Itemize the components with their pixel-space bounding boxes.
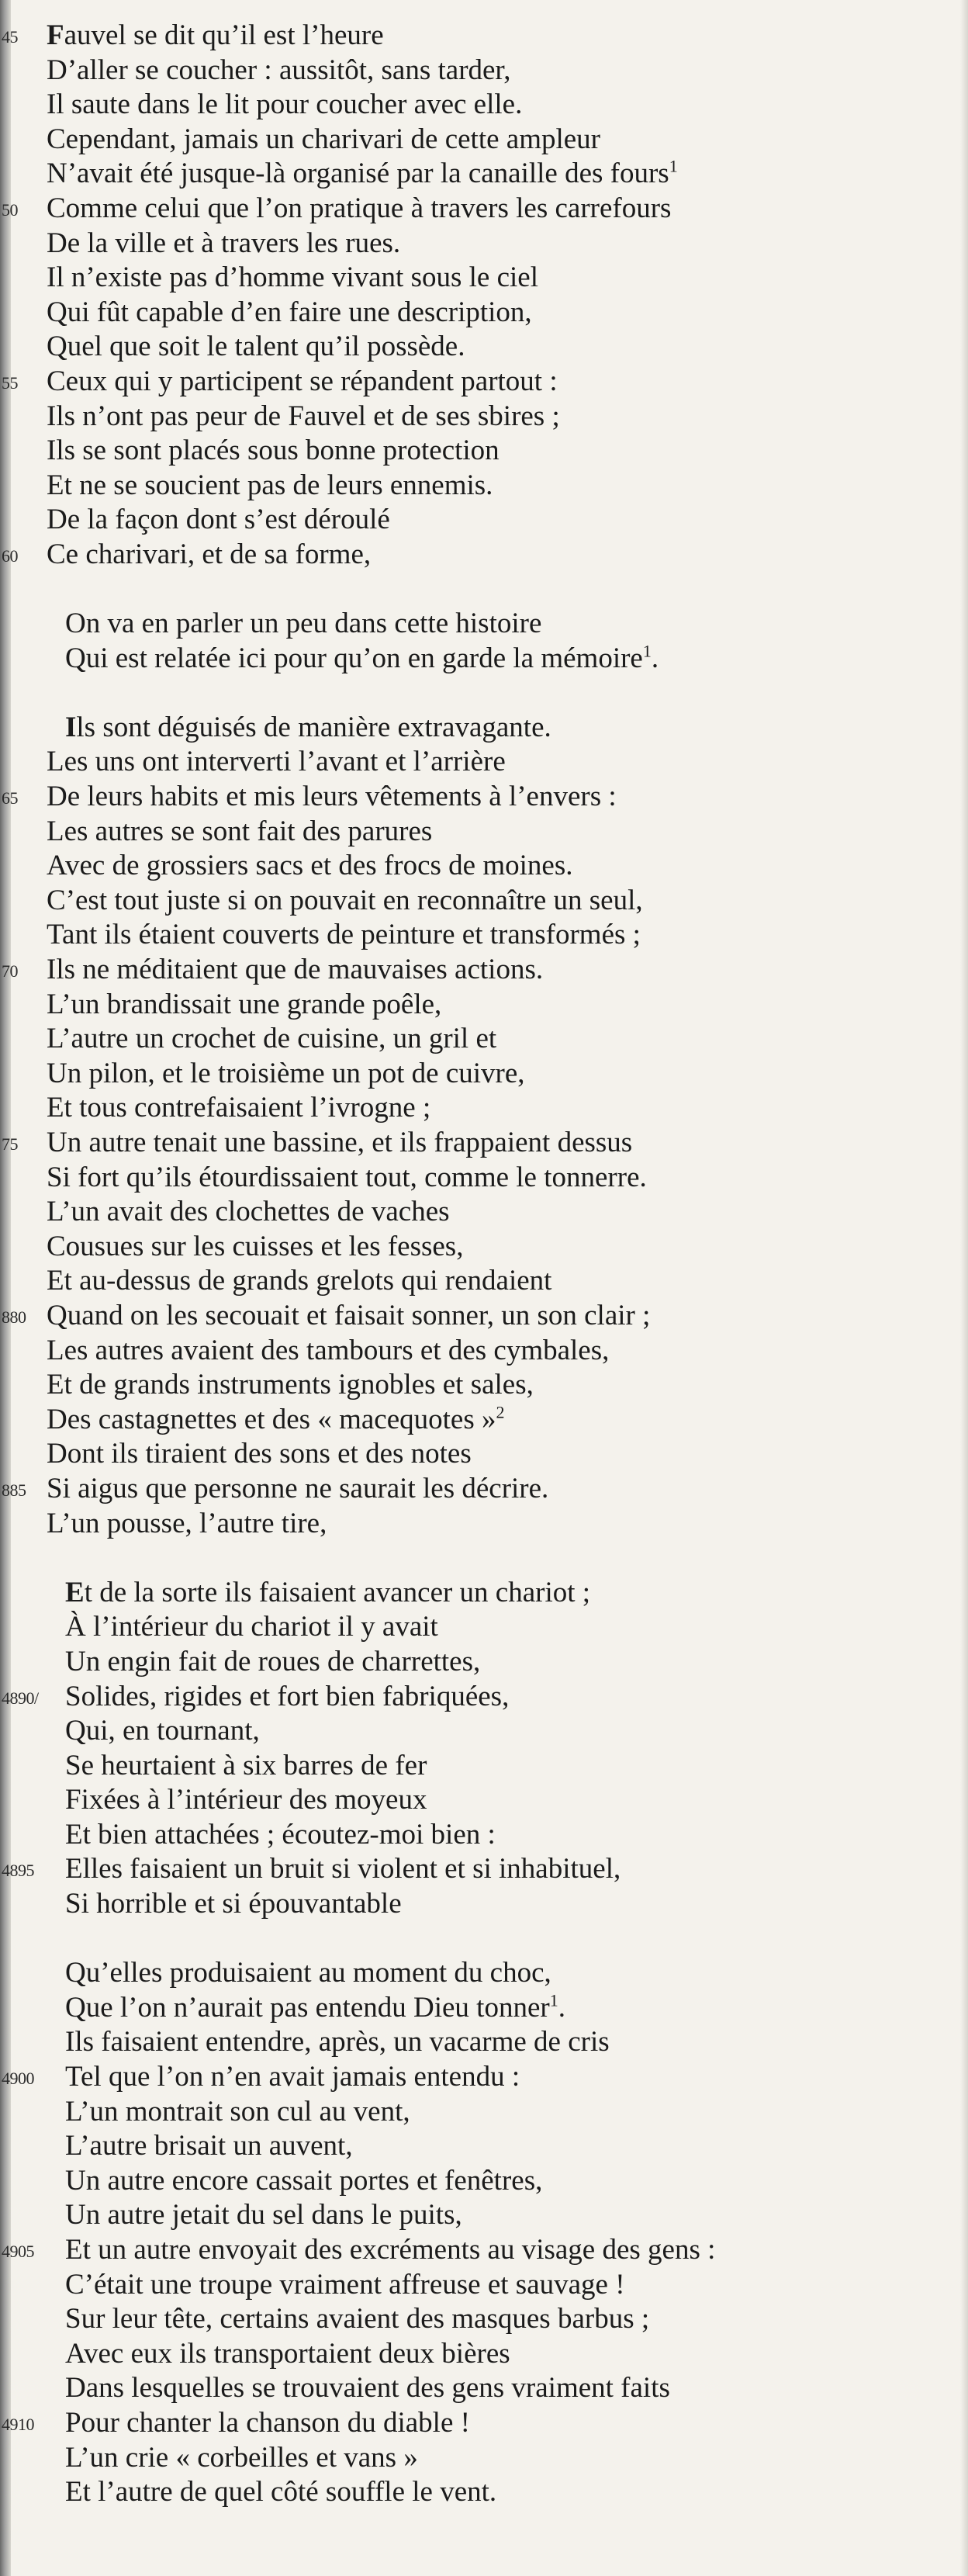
verse-line	[0, 884, 968, 919]
verse-line	[0, 1714, 968, 1749]
verse-line	[0, 1991, 968, 2026]
verse-line	[0, 2198, 968, 2233]
verse-line	[0, 227, 968, 261]
initial-letter: I	[65, 711, 77, 743]
line-number: 880	[2, 1307, 26, 1327]
verse-text	[47, 849, 572, 884]
verse-text	[65, 2406, 470, 2441]
verse-text	[47, 1126, 632, 1161]
line-number: 885	[2, 1480, 26, 1500]
verse-text	[47, 953, 543, 988]
line-number: 45	[2, 27, 18, 47]
verse-line	[0, 918, 968, 953]
verse-body: Les autres se sont fait des parures	[47, 815, 433, 847]
verse-body: Qu’elles produisaient au moment du choc,	[65, 1957, 551, 1989]
verse-text	[47, 261, 538, 296]
verse-body: Et l’autre de quel côté souffle le vent.	[65, 2476, 497, 2508]
verse-body: De la ville et à travers les rues.	[47, 227, 401, 259]
verse-text	[65, 1852, 621, 1887]
verse-text	[47, 1299, 650, 1334]
verse-text	[47, 988, 441, 1023]
stanza	[0, 1576, 968, 1922]
verse-body: Quand on les secouait et faisait sonner, un son clair ;	[47, 1299, 651, 1331]
verse-text	[47, 123, 600, 158]
verse-text	[47, 157, 678, 192]
verse-body: L’un pousse, l’autre tire,	[47, 1507, 327, 1539]
verse-line	[0, 192, 968, 227]
verse-text	[65, 1783, 427, 1818]
verse-body: Qui fût capable d’en faire une description,	[47, 296, 532, 328]
verse-body: Ceux qui y participent se répandent partout :	[47, 365, 558, 397]
verse-text	[47, 1230, 463, 1265]
verse-text	[65, 1714, 260, 1749]
verse-text	[65, 1645, 480, 1680]
line-number: 4905	[2, 2242, 34, 2261]
verse-body: On va en parler un peu dans cette histoire	[65, 608, 542, 640]
verse-text	[47, 365, 558, 400]
verse-body: Si fort qu’ils étourdissaient tout, comme le tonnerre.	[47, 1161, 647, 1193]
verse-body: Et un autre envoyait des excréments au visage des gens :	[65, 2234, 716, 2266]
line-end-punctuation: .	[558, 1991, 565, 2024]
verse-body: C’est tout juste si on pouvait en reconnaître un seul,	[47, 884, 643, 916]
verse-line	[0, 365, 968, 400]
verse-body: Si horrible et si épouvantable	[65, 1888, 402, 1920]
verse-body: Tant ils étaient couverts de peinture et transformés ;	[47, 919, 641, 951]
verse-text	[65, 1610, 438, 1645]
verse-body: Un autre encore cassait portes et fenêtres,	[65, 2164, 543, 2197]
verse-body: Quel que soit le talent qu’il possède.	[47, 331, 465, 363]
footnote-marker: 1	[549, 1990, 558, 2010]
verse-body: Ils faisaient entendre, après, un vacarme de cris	[65, 2026, 610, 2058]
verse-text	[65, 1749, 427, 1784]
verse-line	[0, 1610, 968, 1645]
verse-line	[0, 261, 968, 296]
verse-line	[0, 503, 968, 538]
verse-body: Et de grands instruments ignobles et sales,	[47, 1369, 534, 1401]
verse-body: Pour chanter la chanson du diable !	[65, 2406, 470, 2439]
verse-body: Si aigus que personne ne saurait les décrire.	[47, 1472, 549, 1504]
verse-body: L’autre un crochet de cuisine, un gril et	[47, 1023, 497, 1055]
verse-body: t de la sorte ils faisaient avancer un chariot ;	[84, 1576, 591, 1608]
verse-body: Un pilon, et le troisième un pot de cuivre,	[47, 1057, 525, 1089]
verse-line	[0, 400, 968, 435]
line-number: 4910	[2, 2414, 34, 2434]
verse-line	[0, 538, 968, 573]
line-number: 4890/	[2, 1688, 39, 1708]
verse-body: Il n’existe pas d’homme vivant sous le ciel	[47, 261, 538, 294]
stanza	[0, 607, 968, 676]
verse-line	[0, 1126, 968, 1161]
verse-body: L’un avait des clochettes de vaches	[47, 1196, 450, 1228]
footnote-marker: 2	[496, 1402, 505, 1422]
verse-body: Et tous contrefaisaient l’ivrogne ;	[47, 1092, 431, 1124]
verse-text	[47, 1264, 551, 1299]
verse-text	[65, 1680, 509, 1715]
stanza-gap	[0, 676, 968, 711]
verse-text	[47, 400, 560, 435]
verse-line	[0, 2371, 968, 2406]
verse-line	[0, 988, 968, 1023]
verse-body: auvel se dit qu’il est l’heure	[64, 19, 384, 51]
verse-line	[0, 2302, 968, 2337]
verse-text	[47, 1507, 327, 1542]
line-number: 4895	[2, 1861, 34, 1881]
verse-text	[65, 1818, 496, 1853]
line-number: 60	[2, 545, 18, 566]
verse-line	[0, 1437, 968, 1472]
verse-text	[47, 192, 671, 227]
stanza	[0, 19, 968, 573]
verse-text	[47, 1368, 534, 1403]
verse-line	[0, 19, 968, 54]
verse-line	[0, 1022, 968, 1057]
verse-body: Avec eux ils transportaient deux bières	[65, 2337, 510, 2370]
verse-text	[65, 2060, 520, 2095]
verse-line	[0, 745, 968, 780]
verse-body: N’avait été jusque-là organisé par la canaille des fours	[47, 158, 669, 190]
stanza	[0, 1956, 968, 2510]
verse-text	[47, 54, 511, 88]
verse-text	[47, 1334, 609, 1369]
verse-text	[47, 815, 432, 850]
verse-line	[0, 1091, 968, 1126]
verse-line	[0, 1403, 968, 1438]
verse-body: Et au-dessus de grands grelots qui rendaient	[47, 1265, 552, 1297]
verse-body: Ce charivari, et de sa forme,	[47, 538, 372, 570]
verse-line	[0, 157, 968, 192]
verse-line	[0, 88, 968, 123]
verse-line	[0, 642, 968, 677]
verse-line	[0, 330, 968, 365]
verse-text	[47, 227, 400, 261]
verse-text	[47, 296, 532, 331]
verse-line	[0, 123, 968, 158]
verse-body: Un autre tenait une bassine, et ils frappaient dessus	[47, 1127, 633, 1158]
verse-text	[65, 1991, 565, 2026]
verse-text	[47, 1091, 430, 1126]
verse-body: Que l’on n’aurait pas entendu Dieu tonner	[65, 1991, 550, 2024]
verse-text	[47, 88, 522, 123]
verse-line	[0, 1230, 968, 1265]
verse-body: L’un montrait son cul au vent,	[65, 2095, 410, 2128]
verse-body: Fixées à l’intérieur des moyeux	[65, 1784, 427, 1816]
verse-text	[65, 642, 659, 677]
stanza	[0, 711, 968, 1541]
verse-text	[47, 434, 500, 469]
verse-text	[47, 1057, 525, 1092]
verse-text	[47, 19, 384, 54]
initial-letter: E	[65, 1576, 85, 1608]
verse-line	[0, 469, 968, 504]
verse-line	[0, 1956, 968, 1991]
verse-body: Se heurtaient à six barres de fer	[65, 1749, 427, 1781]
verse-body: D’aller se coucher : aussitôt, sans tarder,	[47, 54, 511, 86]
verse-text	[47, 1472, 548, 1507]
verse-text	[47, 1022, 496, 1057]
verse-body: C’était une troupe vraiment affreuse et sauvage !	[65, 2268, 625, 2301]
verse-text	[47, 745, 506, 780]
verse-text	[65, 2095, 410, 2130]
verse-body: L’un brandissait une grande poêle,	[47, 988, 442, 1020]
stanza-gap	[0, 1541, 968, 1576]
verse-text	[65, 1956, 551, 1991]
verse-body: L’autre brisait un auvent,	[65, 2130, 353, 2162]
verse-line	[0, 849, 968, 884]
verse-text	[65, 2129, 353, 2164]
verse-text	[65, 1887, 402, 1922]
verse-line	[0, 607, 968, 642]
verse-text	[47, 1437, 472, 1472]
verse-text	[65, 2371, 670, 2406]
verse-line	[0, 1818, 968, 1853]
line-number: 70	[2, 961, 18, 982]
verse-text	[65, 1576, 590, 1611]
verse-body: Solides, rigides et fort bien fabriquées,	[65, 1680, 510, 1712]
footnote-marker: 1	[669, 157, 678, 177]
verse-body: Ils ne méditaient que de mauvaises actions.	[47, 954, 544, 986]
verse-line	[0, 1057, 968, 1092]
verse-line	[0, 1645, 968, 1680]
verse-body: Qui, en tournant,	[65, 1715, 260, 1747]
verse-text	[65, 2164, 542, 2199]
poem-page	[0, 19, 968, 2510]
verse-body: Dont ils tiraient des sons et des notes	[47, 1438, 472, 1470]
verse-line	[0, 296, 968, 331]
verse-text	[47, 330, 465, 365]
line-number: 75	[2, 1134, 18, 1154]
verse-text	[47, 918, 641, 953]
verse-line	[0, 2337, 968, 2372]
verse-body: L’un crie « corbeilles et vans »	[65, 2441, 418, 2474]
verse-text	[65, 2198, 462, 2233]
line-number: 65	[2, 788, 18, 808]
verse-line	[0, 2129, 968, 2164]
verse-body: Et ne se soucient pas de leurs ennemis.	[47, 469, 493, 501]
verse-body: Des castagnettes et des « macequotes »	[47, 1403, 496, 1435]
verse-line	[0, 1680, 968, 1715]
verse-line	[0, 2025, 968, 2060]
verse-line	[0, 1783, 968, 1818]
line-end-punctuation: .	[651, 642, 659, 674]
verse-text	[65, 2475, 496, 2510]
verse-line	[0, 1852, 968, 1887]
verse-body: Les uns ont interverti l’avant et l’arrière	[47, 746, 506, 778]
verse-body: Dans lesquelles se trouvaient des gens vraiment faits	[65, 2372, 670, 2405]
verse-body: ls sont déguisés de manière extravagante.	[76, 711, 551, 743]
verse-text	[65, 2025, 610, 2060]
verse-text	[47, 1161, 647, 1196]
verse-body: Il saute dans le lit pour coucher avec elle.	[47, 88, 523, 121]
verse-body: Elles faisaient un bruit si violent et si inhabituel,	[65, 1853, 621, 1885]
line-number: 55	[2, 372, 18, 393]
verse-text	[65, 711, 551, 746]
verse-line	[0, 1368, 968, 1403]
verse-body: Cousues sur les cuisses et les fesses,	[47, 1230, 464, 1262]
verse-body: Avec de grossiers sacs et des frocs de moines.	[47, 850, 573, 882]
verse-text	[47, 780, 617, 815]
verse-body: Un engin fait de roues de charrettes,	[65, 1645, 481, 1678]
verse-line	[0, 54, 968, 88]
verse-text	[47, 469, 493, 504]
verse-body: Ils n’ont pas peur de Fauvel et de ses sbires ;	[47, 400, 560, 432]
stanza-gap	[0, 573, 968, 608]
verse-body: Cependant, jamais un charivari de cette ampleur	[47, 123, 601, 155]
verse-line	[0, 1195, 968, 1230]
stanza-gap	[0, 1922, 968, 1957]
verse-line	[0, 2233, 968, 2268]
verse-line	[0, 1887, 968, 1922]
verse-line	[0, 1264, 968, 1299]
initial-letter: F	[47, 19, 64, 51]
verse-body: À l’intérieur du chariot il y avait	[65, 1611, 438, 1643]
verse-line	[0, 1161, 968, 1196]
verse-line	[0, 1576, 968, 1611]
verse-line	[0, 2441, 968, 2476]
verse-body: De leurs habits et mis leurs vêtements à l’envers :	[47, 781, 617, 813]
verse-line	[0, 1472, 968, 1507]
verse-line	[0, 1299, 968, 1334]
verse-body: Et bien attachées ; écoutez-moi bien :	[65, 1818, 496, 1851]
verse-text	[47, 884, 643, 919]
verse-line	[0, 2268, 968, 2303]
verse-line	[0, 815, 968, 850]
verse-body: Les autres avaient des tambours et des cymbales,	[47, 1334, 610, 1366]
line-number: 4900	[2, 2069, 34, 2089]
verse-text	[65, 2302, 649, 2337]
verse-text	[65, 2233, 715, 2268]
verse-body: Ils se sont placés sous bonne protection	[47, 435, 500, 467]
verse-line	[0, 1507, 968, 1542]
verse-text	[65, 2441, 418, 2476]
verse-text	[65, 607, 541, 642]
verse-body: Comme celui que l’on pratique à travers les carrefours	[47, 192, 672, 224]
verse-line	[0, 2095, 968, 2130]
line-number: 50	[2, 199, 18, 220]
verse-line	[0, 953, 968, 988]
verse-line	[0, 711, 968, 746]
verse-line	[0, 1334, 968, 1369]
verse-text	[47, 1403, 504, 1438]
verse-line	[0, 2164, 968, 2199]
verse-body: Un autre jetait du sel dans le puits,	[65, 2199, 462, 2231]
verse-line	[0, 1749, 968, 1784]
verse-line	[0, 780, 968, 815]
footnote-marker: 1	[642, 641, 652, 661]
verse-body: De la façon dont s’est déroulé	[47, 504, 390, 536]
verse-text	[47, 538, 371, 573]
verse-body: Sur leur tête, certains avaient des masques barbus ;	[65, 2303, 650, 2335]
verse-line	[0, 2406, 968, 2441]
verse-line	[0, 2060, 968, 2095]
verse-text	[47, 1195, 450, 1230]
verse-line	[0, 434, 968, 469]
verse-body: Tel que l’on n’en avait jamais entendu :	[65, 2061, 520, 2093]
verse-body: Qui est relatée ici pour qu’on en garde la mémoire	[65, 642, 643, 674]
verse-text	[65, 2268, 625, 2303]
verse-line	[0, 2475, 968, 2510]
verse-text	[65, 2337, 510, 2372]
verse-text	[47, 503, 390, 538]
